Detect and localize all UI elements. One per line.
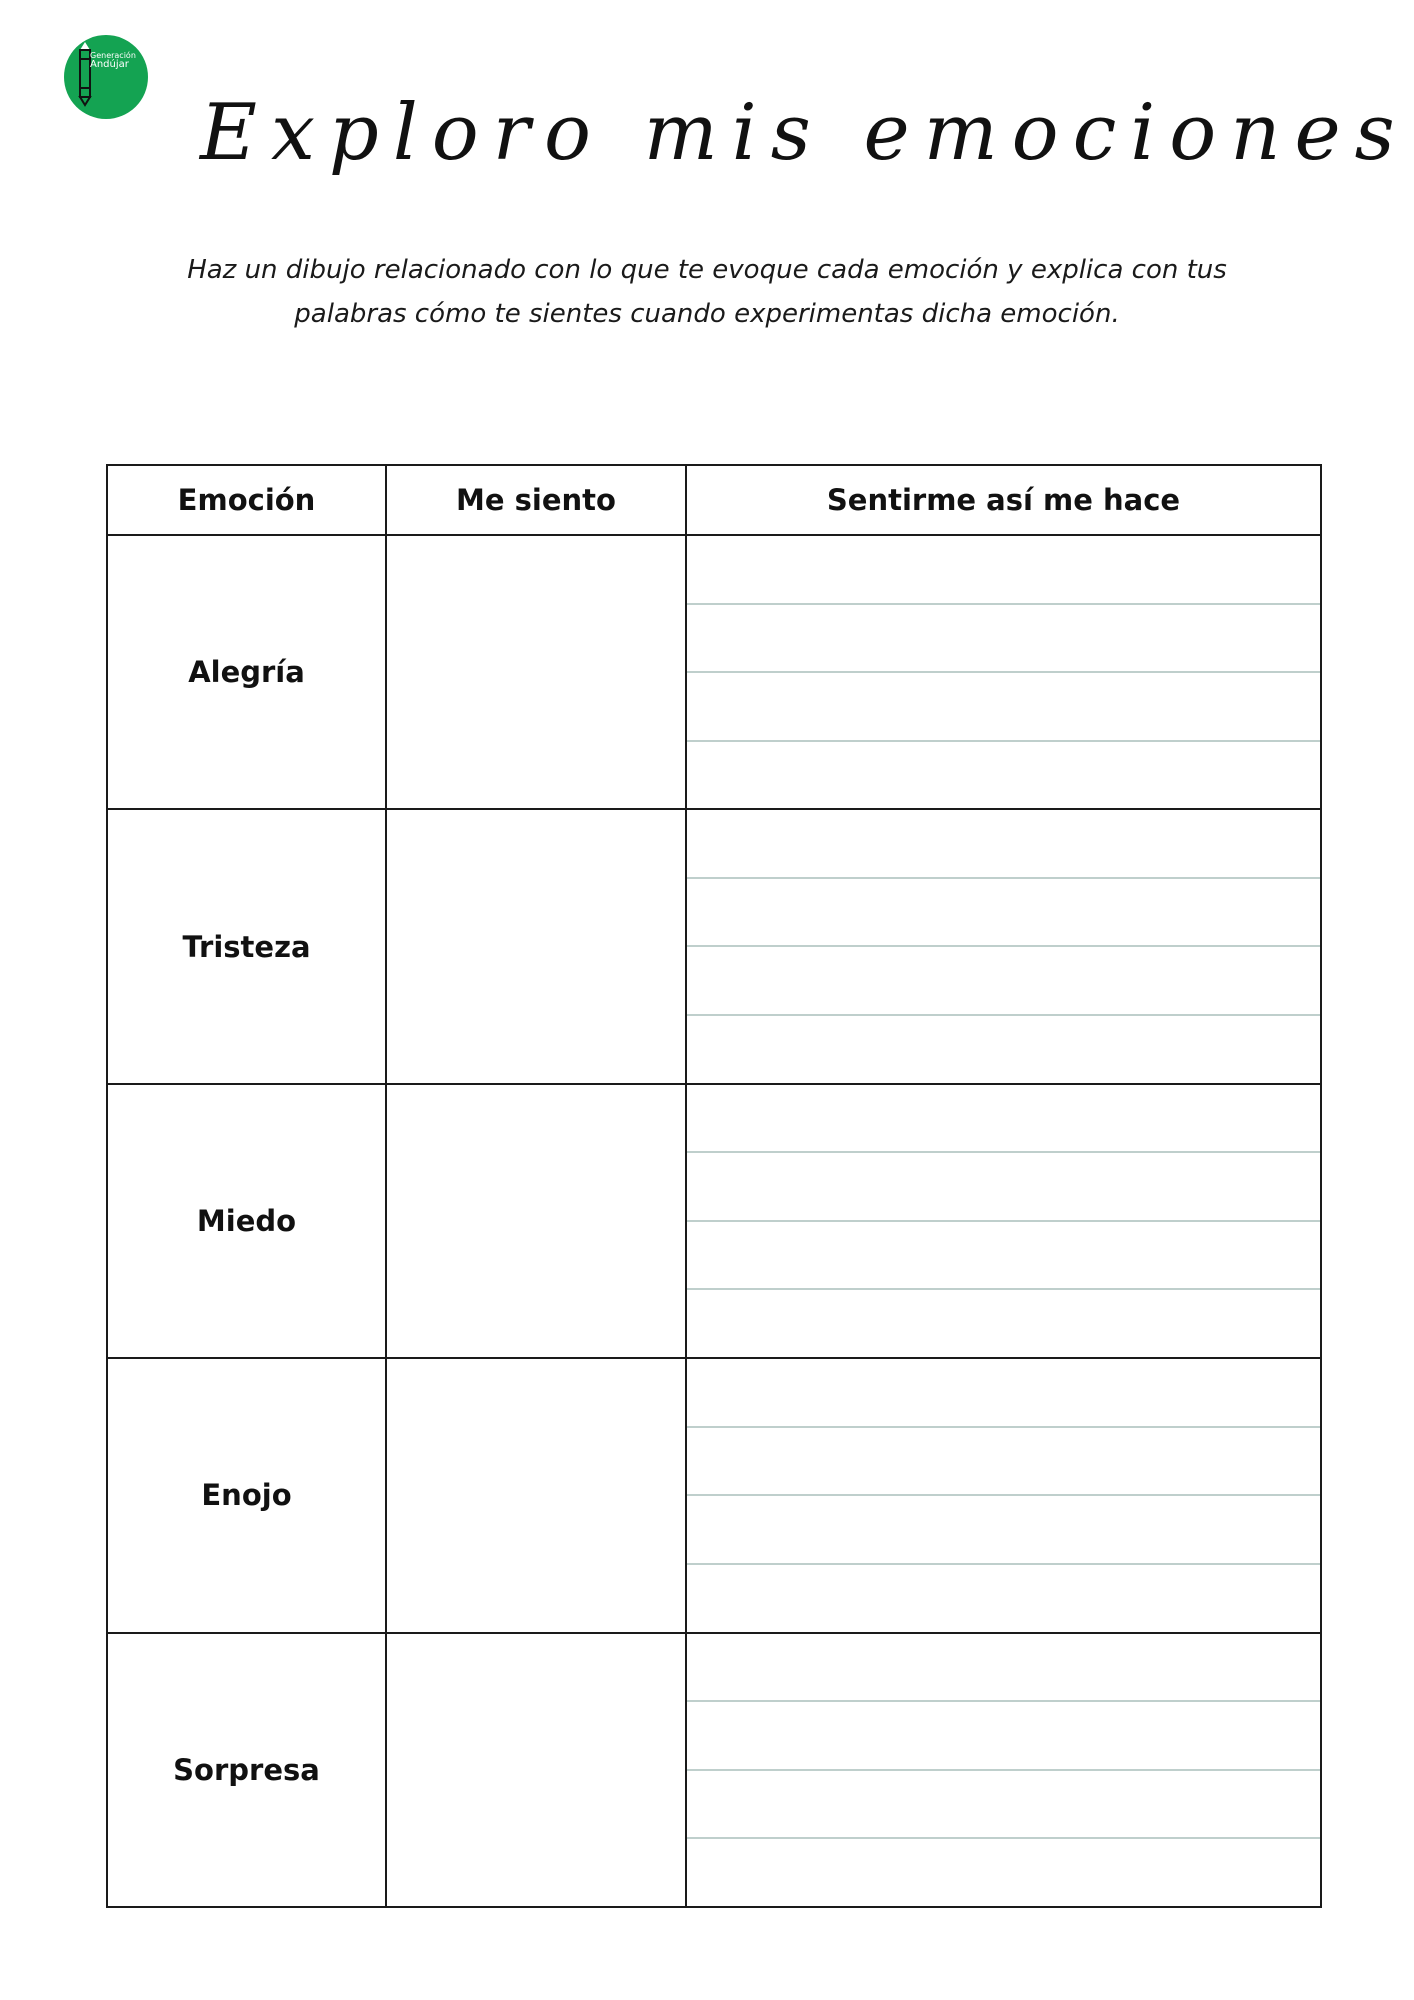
writing-area[interactable] [686, 1358, 1321, 1632]
table-row [107, 535, 1321, 809]
writing-line [687, 1634, 1320, 1703]
drawing-area[interactable] [386, 1633, 686, 1907]
writing-line [687, 1496, 1320, 1565]
writing-lines [687, 810, 1320, 1082]
emotion-label: Alegría [107, 535, 386, 809]
drawing-area[interactable] [386, 1084, 686, 1358]
writing-area[interactable] [686, 535, 1321, 809]
emotion-label: Tristeza [107, 809, 386, 1083]
emotion-label: Miedo [107, 1084, 386, 1358]
writing-line [687, 673, 1320, 742]
drawing-area[interactable] [386, 1358, 686, 1632]
writing-line [687, 1771, 1320, 1840]
writing-lines [687, 1085, 1320, 1357]
table-row [107, 1633, 1321, 1907]
writing-lines [687, 536, 1320, 808]
page-title: Exploro mis emociones [200, 88, 1409, 178]
drawing-area[interactable] [386, 535, 686, 809]
emotions-table [106, 464, 1322, 1908]
writing-area[interactable] [686, 1633, 1321, 1907]
table-row [107, 809, 1321, 1083]
writing-line [687, 1839, 1320, 1906]
table-header-row [107, 465, 1321, 535]
instructions-line1: Haz un dibujo relacionado con lo que te evoque cada emoción y explica con tus [187, 255, 1227, 285]
writing-line [687, 1359, 1320, 1428]
drawing-area[interactable] [386, 809, 686, 1083]
table-row [107, 1358, 1321, 1632]
writing-line [687, 810, 1320, 879]
logo [64, 35, 148, 119]
writing-line [687, 1222, 1320, 1291]
table-row [107, 1084, 1321, 1358]
writing-line [687, 1016, 1320, 1083]
writing-line [687, 1085, 1320, 1154]
instructions-line2: palabras cómo te sientes cuando experimentas dicha emoción. [294, 299, 1120, 329]
writing-lines [687, 1359, 1320, 1631]
emotion-label: Sorpresa [107, 1633, 386, 1907]
instructions [120, 248, 1294, 336]
logo-text-line2: Andújar [90, 59, 129, 70]
writing-line [687, 1428, 1320, 1497]
writing-line [687, 1153, 1320, 1222]
header-emocion: Emoción [107, 465, 386, 535]
pencil-icon [64, 35, 148, 119]
writing-line [687, 947, 1320, 1016]
writing-line [687, 742, 1320, 809]
header-me-siento: Me siento [386, 465, 686, 535]
writing-line [687, 1702, 1320, 1771]
writing-line [687, 1290, 1320, 1357]
writing-line [687, 605, 1320, 674]
writing-line [687, 879, 1320, 948]
writing-line [687, 536, 1320, 605]
emotion-label: Enojo [107, 1358, 386, 1632]
writing-area[interactable] [686, 809, 1321, 1083]
logo-text-line1: Generación [90, 51, 136, 60]
header-sentirme-asi: Sentirme así me hace [686, 465, 1321, 535]
writing-area[interactable] [686, 1084, 1321, 1358]
writing-line [687, 1565, 1320, 1632]
writing-lines [687, 1634, 1320, 1906]
